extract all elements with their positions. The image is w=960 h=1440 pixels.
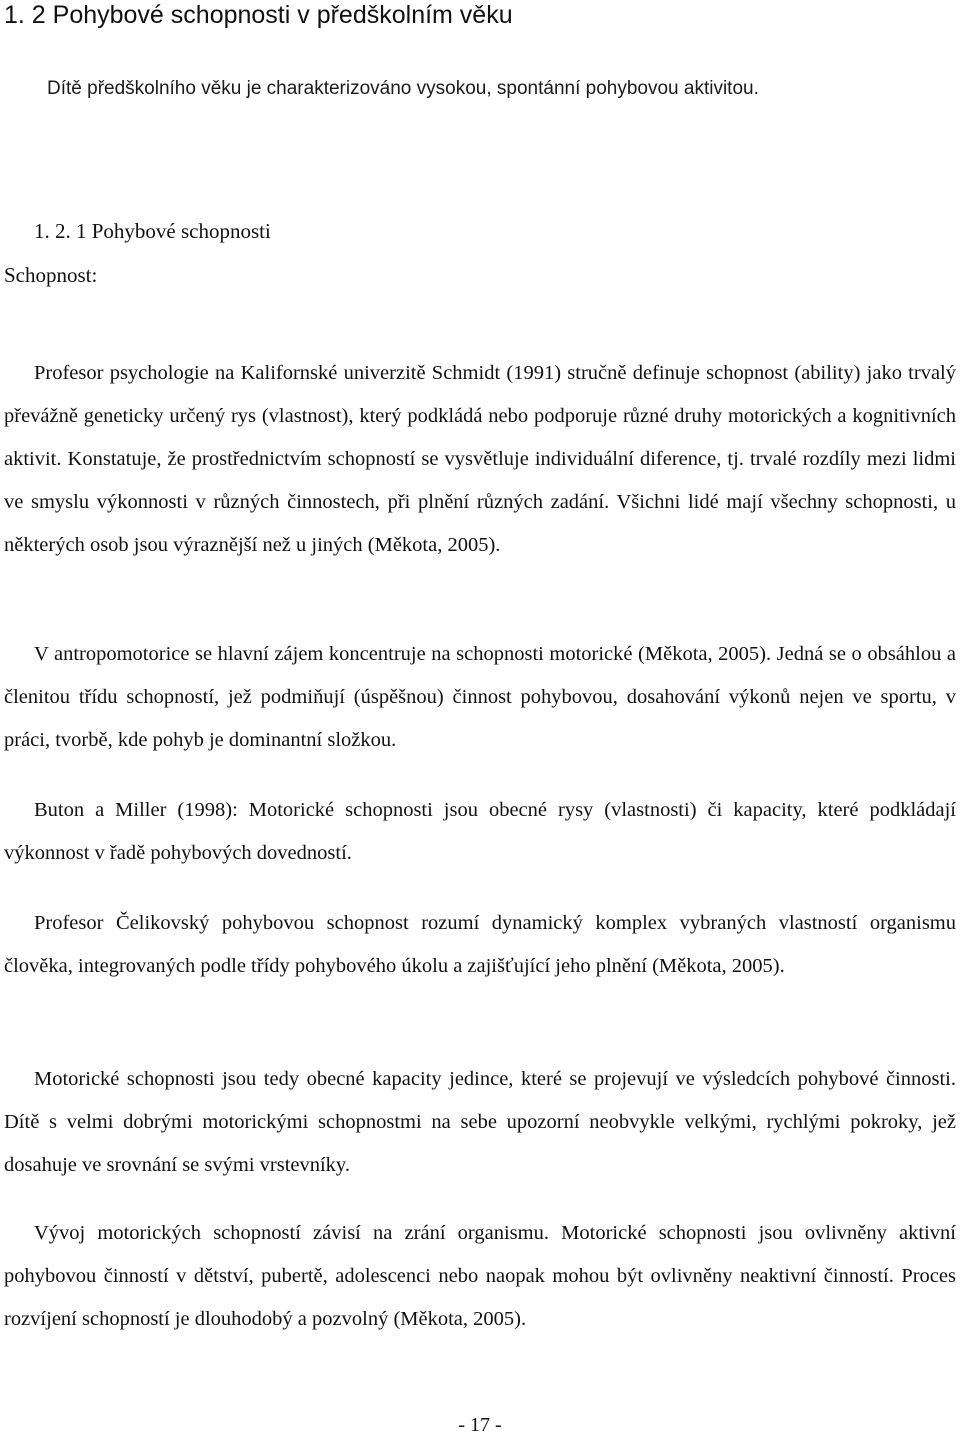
paragraph-buton-miller: Buton a Miller (1998): Motorické schopnosti jsou obecné rysy (vlastnosti) či kapacity, které podkládají výkonnost v řadě pohybových dovedností. (4, 799, 956, 864)
paragraph-motoricke-kapacity: Motorické schopnosti jsou tedy obecné kapacity jedince, které se projevují ve výsledcích pohybové činnosti. Dítě s velmi dobrými motorickými schopnostmi na sebe upozorní neobvykle velkými, rychlými pokroky, jež dosahuje ve srovnání se svými vrstevníky. (4, 1068, 956, 1176)
paragraph-antropomotorika: V antropomotorice se hlavní zájem koncentruje na schopnosti motorické (Měkota, 2005). Jedná se o obsáhlou a členitou třídu schopností, jež podmiňují (úspěšnou) činnost pohybovou, dosahování výkonů nejen ve sportu, v práci, tvorbě, kde pohyb je dominantní složkou. (4, 643, 956, 751)
paragraph-vyvoj-schopnosti: Vývoj motorických schopností závisí na zrání organismu. Motorické schopnosti jsou ovlivněny aktivní pohybovou činností v dětství, pubertě, adolescenci nebo naopak mohou být ovlivněny neaktivní činností. Proces rozvíjení schopností je dlouhodobý a pozvolný (Měkota, 2005). (4, 1222, 956, 1330)
term-label: Schopnost: (4, 263, 98, 287)
page-number: - 17 - (458, 1414, 502, 1436)
section-heading: 1. 2 Pohybové schopnosti v předškolním věku (4, 1, 513, 29)
paragraph-celikovsky: Profesor Čelikovský pohybovou schopnost rozumí dynamický komplex vybraných vlastností organismu člověka, integrovaných podle třídy pohybového úkolu a zajišťující jeho plnění (Měkota, 2005). (4, 912, 956, 977)
intro-sentence: Dítě předškolního věku je charakterizováno vysokou, spontánní pohybovou aktivitou. (47, 78, 759, 99)
subsection-heading: 1. 2. 1 Pohybové schopnosti (34, 219, 271, 243)
paragraph-schmidt-definition: Profesor psychologie na Kalifornské univerzitě Schmidt (1991) stručně definuje schopnost (ability) jako trvalý převážně geneticky určený rys (vlastnost), který podkládá nebo podporuje různé druhy motorických a kognitivních aktivit. Konstatuje, že prostřednictvím schopností se vysvětluje individuální diference, tj. trvalé rozdíly mezi lidmi ve smyslu výkonnosti v různých činnostech, při plnění různých zadání. Všichni lidé mají všechny schopnosti, u některých osob jsou výraznější než u jiných (Měkota, 2005). (4, 362, 956, 556)
